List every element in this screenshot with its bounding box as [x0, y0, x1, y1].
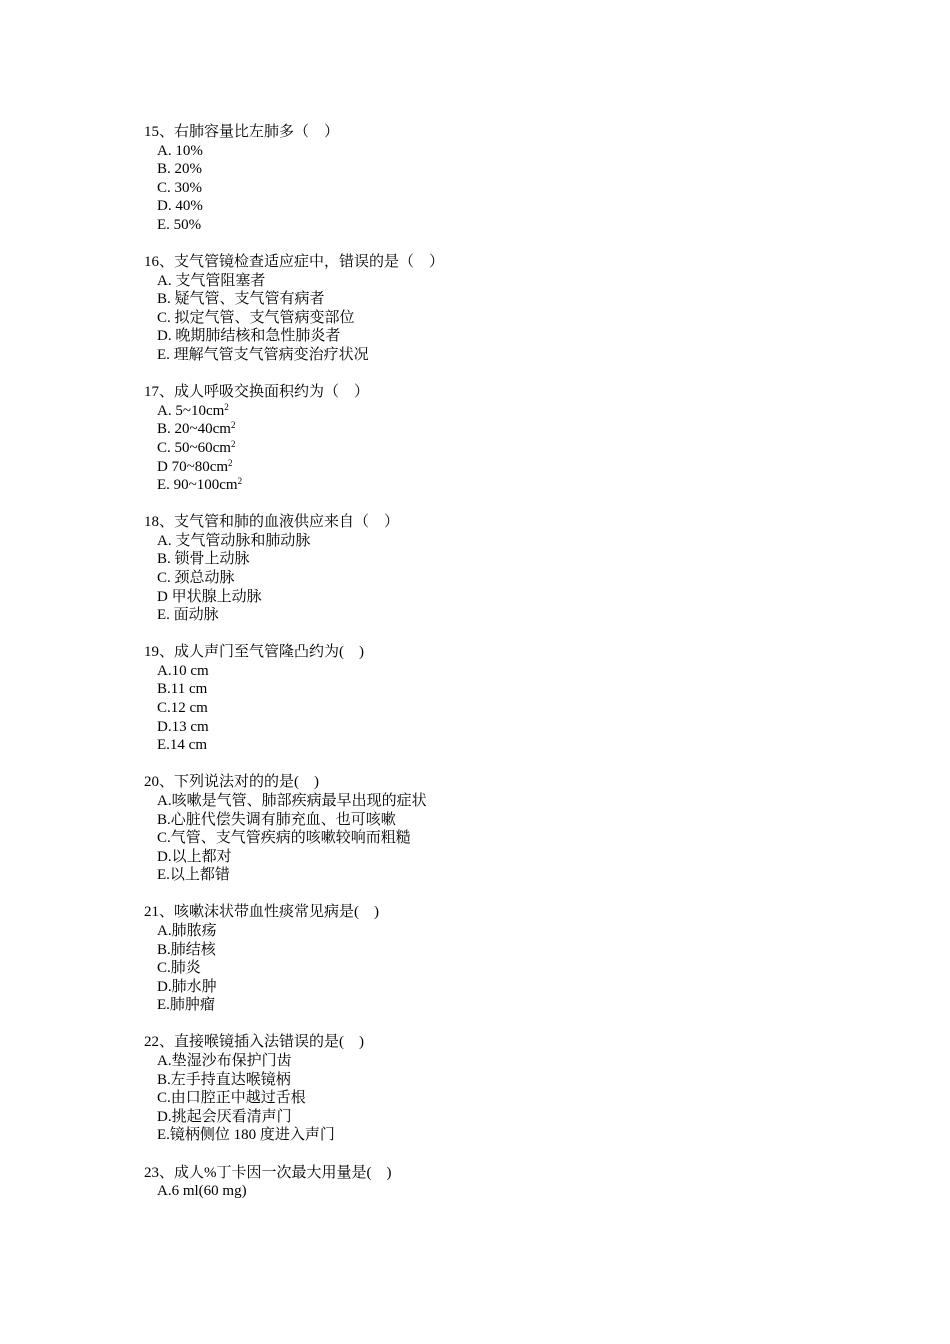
option-a: [144, 402, 844, 421]
option-c: C.肺炎: [157, 960, 201, 977]
option-b: B.11 cm: [157, 681, 208, 698]
question-22: [144, 1033, 844, 1145]
option-c: C. 颈总动脉: [157, 569, 235, 586]
question-title: 15、右肺容量比左肺多（ ）: [144, 124, 340, 140]
option-d: D. 晚期肺结核和急性肺炎者: [157, 328, 341, 345]
question-18: [144, 513, 844, 625]
option-b: [144, 420, 844, 439]
option-b: B. 20%: [157, 161, 202, 178]
option-e: E.14 cm: [157, 737, 207, 754]
option-e: [144, 476, 844, 495]
option-d: D. 40%: [157, 198, 203, 215]
option-c: C. 30%: [157, 179, 202, 196]
option-text: C. 50~60cm: [157, 439, 231, 456]
document-page: [144, 123, 844, 1219]
option-a: A.垫湿沙布保护门齿: [157, 1053, 292, 1070]
option-a: A. 支气管动脉和肺动脉: [157, 532, 311, 549]
superscript: 2: [228, 457, 233, 468]
option-text: E. 90~100cm: [157, 477, 238, 494]
superscript: 2: [230, 420, 236, 431]
question-title: 17、成人呼吸交换面积约为（ ）: [144, 384, 370, 401]
option-d: D.肺水肿: [157, 978, 217, 995]
option-b: B.心脏代偿失调有肺充血、也可咳嗽: [157, 811, 396, 828]
question-title: 22、直接喉镜插入法错误的是( ): [144, 1034, 364, 1051]
option-c: C.12 cm: [157, 700, 208, 717]
question-20: [144, 773, 844, 885]
option-b: B.左手持直达喉镜柄: [157, 1071, 291, 1088]
option-text: A. 5~10cm: [157, 402, 225, 419]
question-title: 18、支气管和肺的血液供应来自（ ）: [144, 514, 400, 531]
option-c: C. 拟定气管、支气管病变部位: [157, 309, 355, 326]
option-a: A. 支气管阻塞者: [157, 272, 266, 289]
question-title: 20、下列说法对的的是( ): [144, 774, 319, 791]
option-a: A.10 cm: [157, 662, 209, 679]
question-title: 21、咳嗽沫状带血性痰常见病是( ): [144, 904, 379, 921]
option-text: D 70~80cm: [157, 458, 229, 475]
question-23: [144, 1164, 844, 1201]
option-a: A.肺脓疡: [157, 922, 217, 939]
option-b: B.肺结核: [157, 941, 216, 958]
question-title: 16、支气管镜检查适应症中，错误的是（ ）: [144, 254, 445, 271]
option-b: B. 锁骨上动脉: [157, 551, 250, 568]
option-a: A. 10%: [157, 142, 203, 159]
question-title: 19、成人声门至气管隆凸约为( ): [144, 644, 364, 661]
option-d: D.以上都对: [157, 848, 232, 865]
option-e: E. 面动脉: [157, 607, 219, 624]
option-e: E.以上都错: [157, 867, 230, 884]
option-a: A.咳嗽是气管、肺部疾病最早出现的症状: [157, 792, 427, 809]
question-title: 23、成人%丁卡因一次最大用量是( ): [144, 1164, 392, 1181]
option-e: E.镜柄侧位 180 度进入声门: [157, 1127, 335, 1144]
option-text: B. 20~40cm: [157, 421, 231, 438]
question-19: [144, 643, 844, 755]
option-c: C.气管、支气管疾病的咳嗽较响而粗糙: [157, 830, 411, 847]
option-d: [144, 458, 844, 477]
question-21: [144, 903, 844, 1015]
superscript: 2: [224, 401, 229, 412]
option-d: D.挑起会厌看清声门: [157, 1108, 292, 1125]
option-e: E. 50%: [157, 216, 202, 233]
option-d: D 甲状腺上动脉: [157, 588, 262, 605]
option-b: B. 疑气管、支气管有病者: [157, 291, 325, 308]
question-16: [144, 253, 844, 365]
question-15: [144, 123, 844, 235]
option-e: E.肺肿瘤: [157, 997, 215, 1014]
option-c: C.由口腔正中越过舌根: [157, 1090, 306, 1107]
option-a: A.6 ml(60 mg): [157, 1183, 247, 1200]
superscript: 2: [237, 476, 243, 487]
option-e: E. 理解气管支气管病变治疗状况: [157, 347, 369, 364]
option-d: D.13 cm: [157, 718, 209, 735]
question-17: [144, 383, 844, 495]
option-c: [144, 439, 844, 458]
superscript: 2: [230, 438, 236, 449]
